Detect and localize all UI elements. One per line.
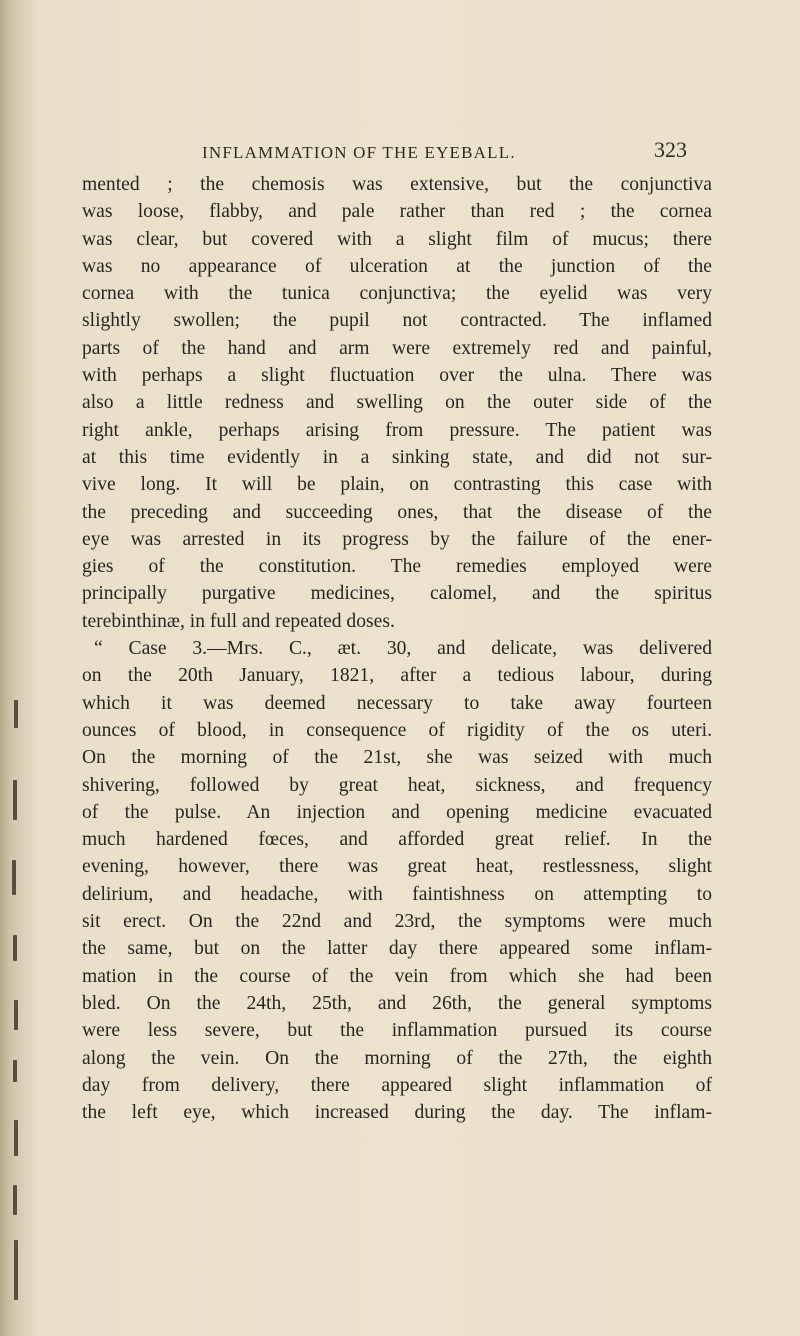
text-line: gies of the constitution. The remedies employed were [82, 556, 712, 578]
text-line: were less severe, but the inflammation pursued its course [82, 1020, 712, 1042]
text-line: which it was deemed necessary to take away fourteen [82, 692, 712, 714]
text-line: also a little redness and swelling on the outer side of the [82, 392, 712, 414]
text-line: much hardened fœces, and afforded great relief. In the [82, 829, 712, 851]
text-line: the preceding and succeeding ones, that the disease of the [82, 501, 712, 523]
text-line-case-heading: “ Case 3.—Mrs. C., æt. 30, and delicate, was delivered [94, 638, 712, 660]
gutter-mark [14, 1000, 18, 1030]
text-line: delirium, and headache, with faintishness on attempting to [82, 883, 712, 905]
text-line: principally purgative medicines, calomel, and the spiritus [82, 583, 712, 605]
body-text [82, 171, 712, 1126]
text-line: cornea with the tunica conjunctiva; the eyelid was very [82, 283, 712, 305]
gutter-mark [13, 935, 17, 961]
binding-gutter-shadow [0, 0, 38, 1336]
gutter-mark [14, 700, 18, 728]
text-line: the same, but on the latter day there appeared some inflam- [82, 938, 712, 960]
gutter-mark [13, 780, 17, 820]
text-line: mation in the course of the vein from which she had been [82, 965, 712, 987]
text-line: on the 20th January, 1821, after a tedious labour, during [82, 665, 712, 687]
gutter-mark [12, 860, 16, 895]
text-line: slightly swollen; the pupil not contracted. The inflamed [82, 310, 712, 332]
text-line: terebinthinæ, in full and repeated doses. [82, 610, 395, 632]
text-line: with perhaps a slight fluctuation over the ulna. There was [82, 365, 712, 387]
text-line: along the vein. On the morning of the 27th, the eighth [82, 1047, 712, 1069]
text-line: sit erect. On the 22nd and 23rd, the symptoms were much [82, 911, 712, 933]
text-line: mented ; the chemosis was extensive, but the conjunctiva [82, 174, 712, 195]
gutter-mark [13, 1060, 17, 1082]
text-line: vive long. It will be plain, on contrasting this case with [82, 474, 712, 496]
text-line: evening, however, there was great heat, restlessness, slight [82, 856, 712, 878]
text-line: of the pulse. An injection and opening medicine evacuated [82, 801, 712, 823]
running-head: INFLAMMATION OF THE EYEBALL. [202, 143, 516, 162]
text-line: eye was arrested in its progress by the failure of the ener- [82, 528, 712, 550]
text-line: was clear, but covered with a slight film of mucus; there [82, 228, 712, 250]
text-line: bled. On the 24th, 25th, and 26th, the general symptoms [82, 992, 712, 1014]
text-line: shivering, followed by great heat, sickness, and frequency [82, 774, 712, 796]
gutter-mark [14, 1120, 18, 1156]
text-line: at this time evidently in a sinking state, and did not sur- [82, 446, 712, 468]
gutter-mark [13, 1185, 17, 1215]
text-line: was loose, flabby, and pale rather than red ; the cornea [82, 201, 712, 223]
text-line: parts of the hand and arm were extremely red and painful, [82, 337, 712, 359]
text-line: right ankle, perhaps arising from pressure. The patient was [82, 419, 712, 441]
text-line: day from delivery, there appeared slight inflammation of [82, 1074, 712, 1096]
page-number: 323 [654, 137, 687, 162]
text-line: was no appearance of ulceration at the junction of the [82, 255, 712, 277]
text-line: On the morning of the 21st, she was seized with much [82, 747, 712, 769]
gutter-mark [14, 1240, 18, 1300]
text-line: ounces of blood, in consequence of rigidity of the os uteri. [82, 719, 712, 741]
text-line: the left eye, which increased during the day. The inflam- [82, 1102, 712, 1124]
